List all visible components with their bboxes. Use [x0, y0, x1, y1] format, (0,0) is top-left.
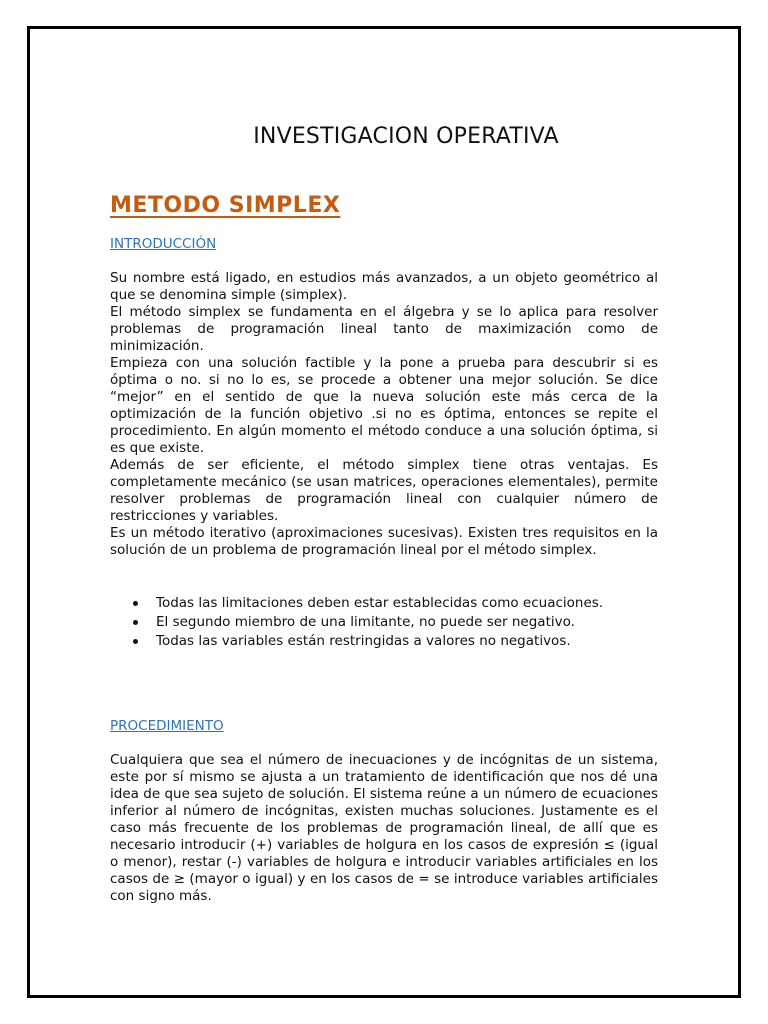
- introduccion-heading: INTRODUCCIÓN: [110, 236, 217, 252]
- bullet-icon: [133, 639, 138, 644]
- procedimiento-paragraph: Cualquiera que sea el número de inecuaciones y de incógnitas de un sistema, este por sí mismo se ajusta a un tratamiento de identificación que nos dé una idea de que sea sujeto de solución. El sistema reúne a un número de ecuaciones inferior al número de incógnitas, existen muchas soluciones. Justamente es el caso más frecuente de los problemas de programación lineal, de allí que es necesario introducir (+) variables de holgura en los casos de expresión ≤ (igual o menor), restar (-) variables de holgura e introducir variables artificiales en los casos de ≥ (mayor o igual) y en los casos de = se introduce variables artificiales con signo más.: [110, 752, 658, 904]
- list-item: [110, 614, 658, 631]
- document-title: INVESTIGACION OPERATIVA: [253, 124, 559, 149]
- intro-paragraph: Es un método iterativo (aproximaciones sucesivas). Existen tres requisitos en la solución de un problema de programación lineal por el método simplex.: [110, 525, 658, 558]
- list-item: [110, 595, 658, 612]
- intro-paragraph: Su nombre está ligado, en estudios más avanzados, a un objeto geométrico al que se denomina simple (simplex).: [110, 270, 658, 303]
- procedimiento-heading: PROCEDIMIENTO: [110, 718, 224, 734]
- list-item-text: Todas las limitaciones deben estar establecidas como ecuaciones.: [156, 595, 604, 611]
- bullet-icon: [133, 620, 138, 625]
- procedimiento-body: [110, 752, 658, 905]
- intro-paragraph: Además de ser eficiente, el método simplex tiene otras ventajas. Es completamente mecánico (se usan matrices, operaciones elementales), permite resolver problemas de programación lineal con cualquier número de restricciones y variables.: [110, 457, 658, 524]
- list-item: [110, 633, 658, 650]
- requisitos-list: [110, 595, 658, 652]
- intro-paragraph: Empieza con una solución factible y la pone a prueba para descubrir si es óptima o no. si no lo es, se procede a obtener una mejor solución. Se dice “mejor” en el sentido de que la nueva solución este más cerca de la optimización de la función objetivo .si no es óptima, entonces se repite el procedimiento. En algún momento el método conduce a una solución óptima, si es que existe.: [110, 355, 658, 456]
- introduccion-body: [110, 270, 658, 559]
- list-item-text: El segundo miembro de una limitante, no puede ser negativo.: [156, 614, 575, 630]
- list-item-text: Todas las variables están restringidas a valores no negativos.: [156, 633, 571, 649]
- intro-paragraph: El método simplex se fundamenta en el álgebra y se lo aplica para resolver problemas de programación lineal tanto de maximización como de minimización.: [110, 304, 658, 354]
- bullet-icon: [133, 601, 138, 606]
- section-title: METODO SIMPLEX: [110, 193, 341, 218]
